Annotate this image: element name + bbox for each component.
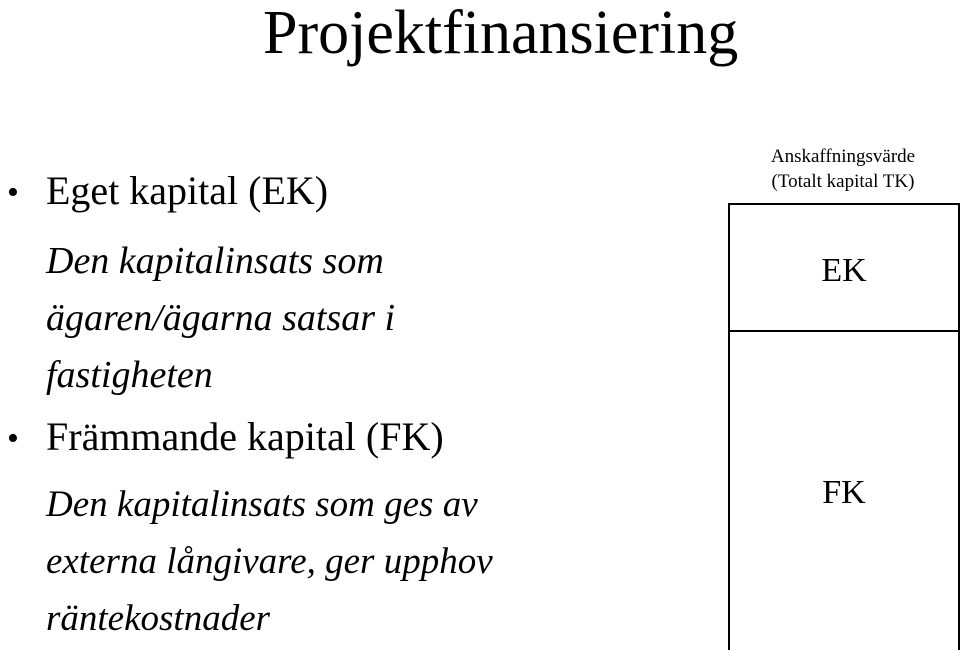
- diagram-caption-line2: (Totalt kapital TK): [771, 171, 915, 192]
- description-line: externa långivare, ger upphov: [46, 541, 493, 582]
- bullet-fk-description: [46, 476, 493, 647]
- bullet-dot-icon: •: [7, 174, 19, 211]
- description-line: Den kapitalinsats som ges av: [46, 484, 478, 525]
- description-line: fastigheten: [46, 354, 213, 396]
- bullet-dot-icon: •: [7, 420, 19, 457]
- page-title: Projektfinansiering: [263, 0, 739, 67]
- description-line: räntekostnader: [46, 598, 271, 639]
- diagram-ek-label: EK: [821, 252, 867, 289]
- bullet-fk-label: Främmande kapital (FK): [46, 414, 444, 459]
- diagram-fk-label: FK: [822, 474, 866, 511]
- capital-diagram-box: [728, 203, 960, 650]
- diagram-caption-line1: Anskaffningsvärde: [770, 146, 916, 167]
- bullet-ek-description: [46, 233, 395, 404]
- description-line: Den kapitalinsats som: [46, 240, 384, 282]
- description-line: ägaren/ägarna satsar i: [46, 297, 396, 339]
- diagram-divider: [730, 330, 958, 332]
- bullet-ek-label: Eget kapital (EK): [46, 168, 329, 213]
